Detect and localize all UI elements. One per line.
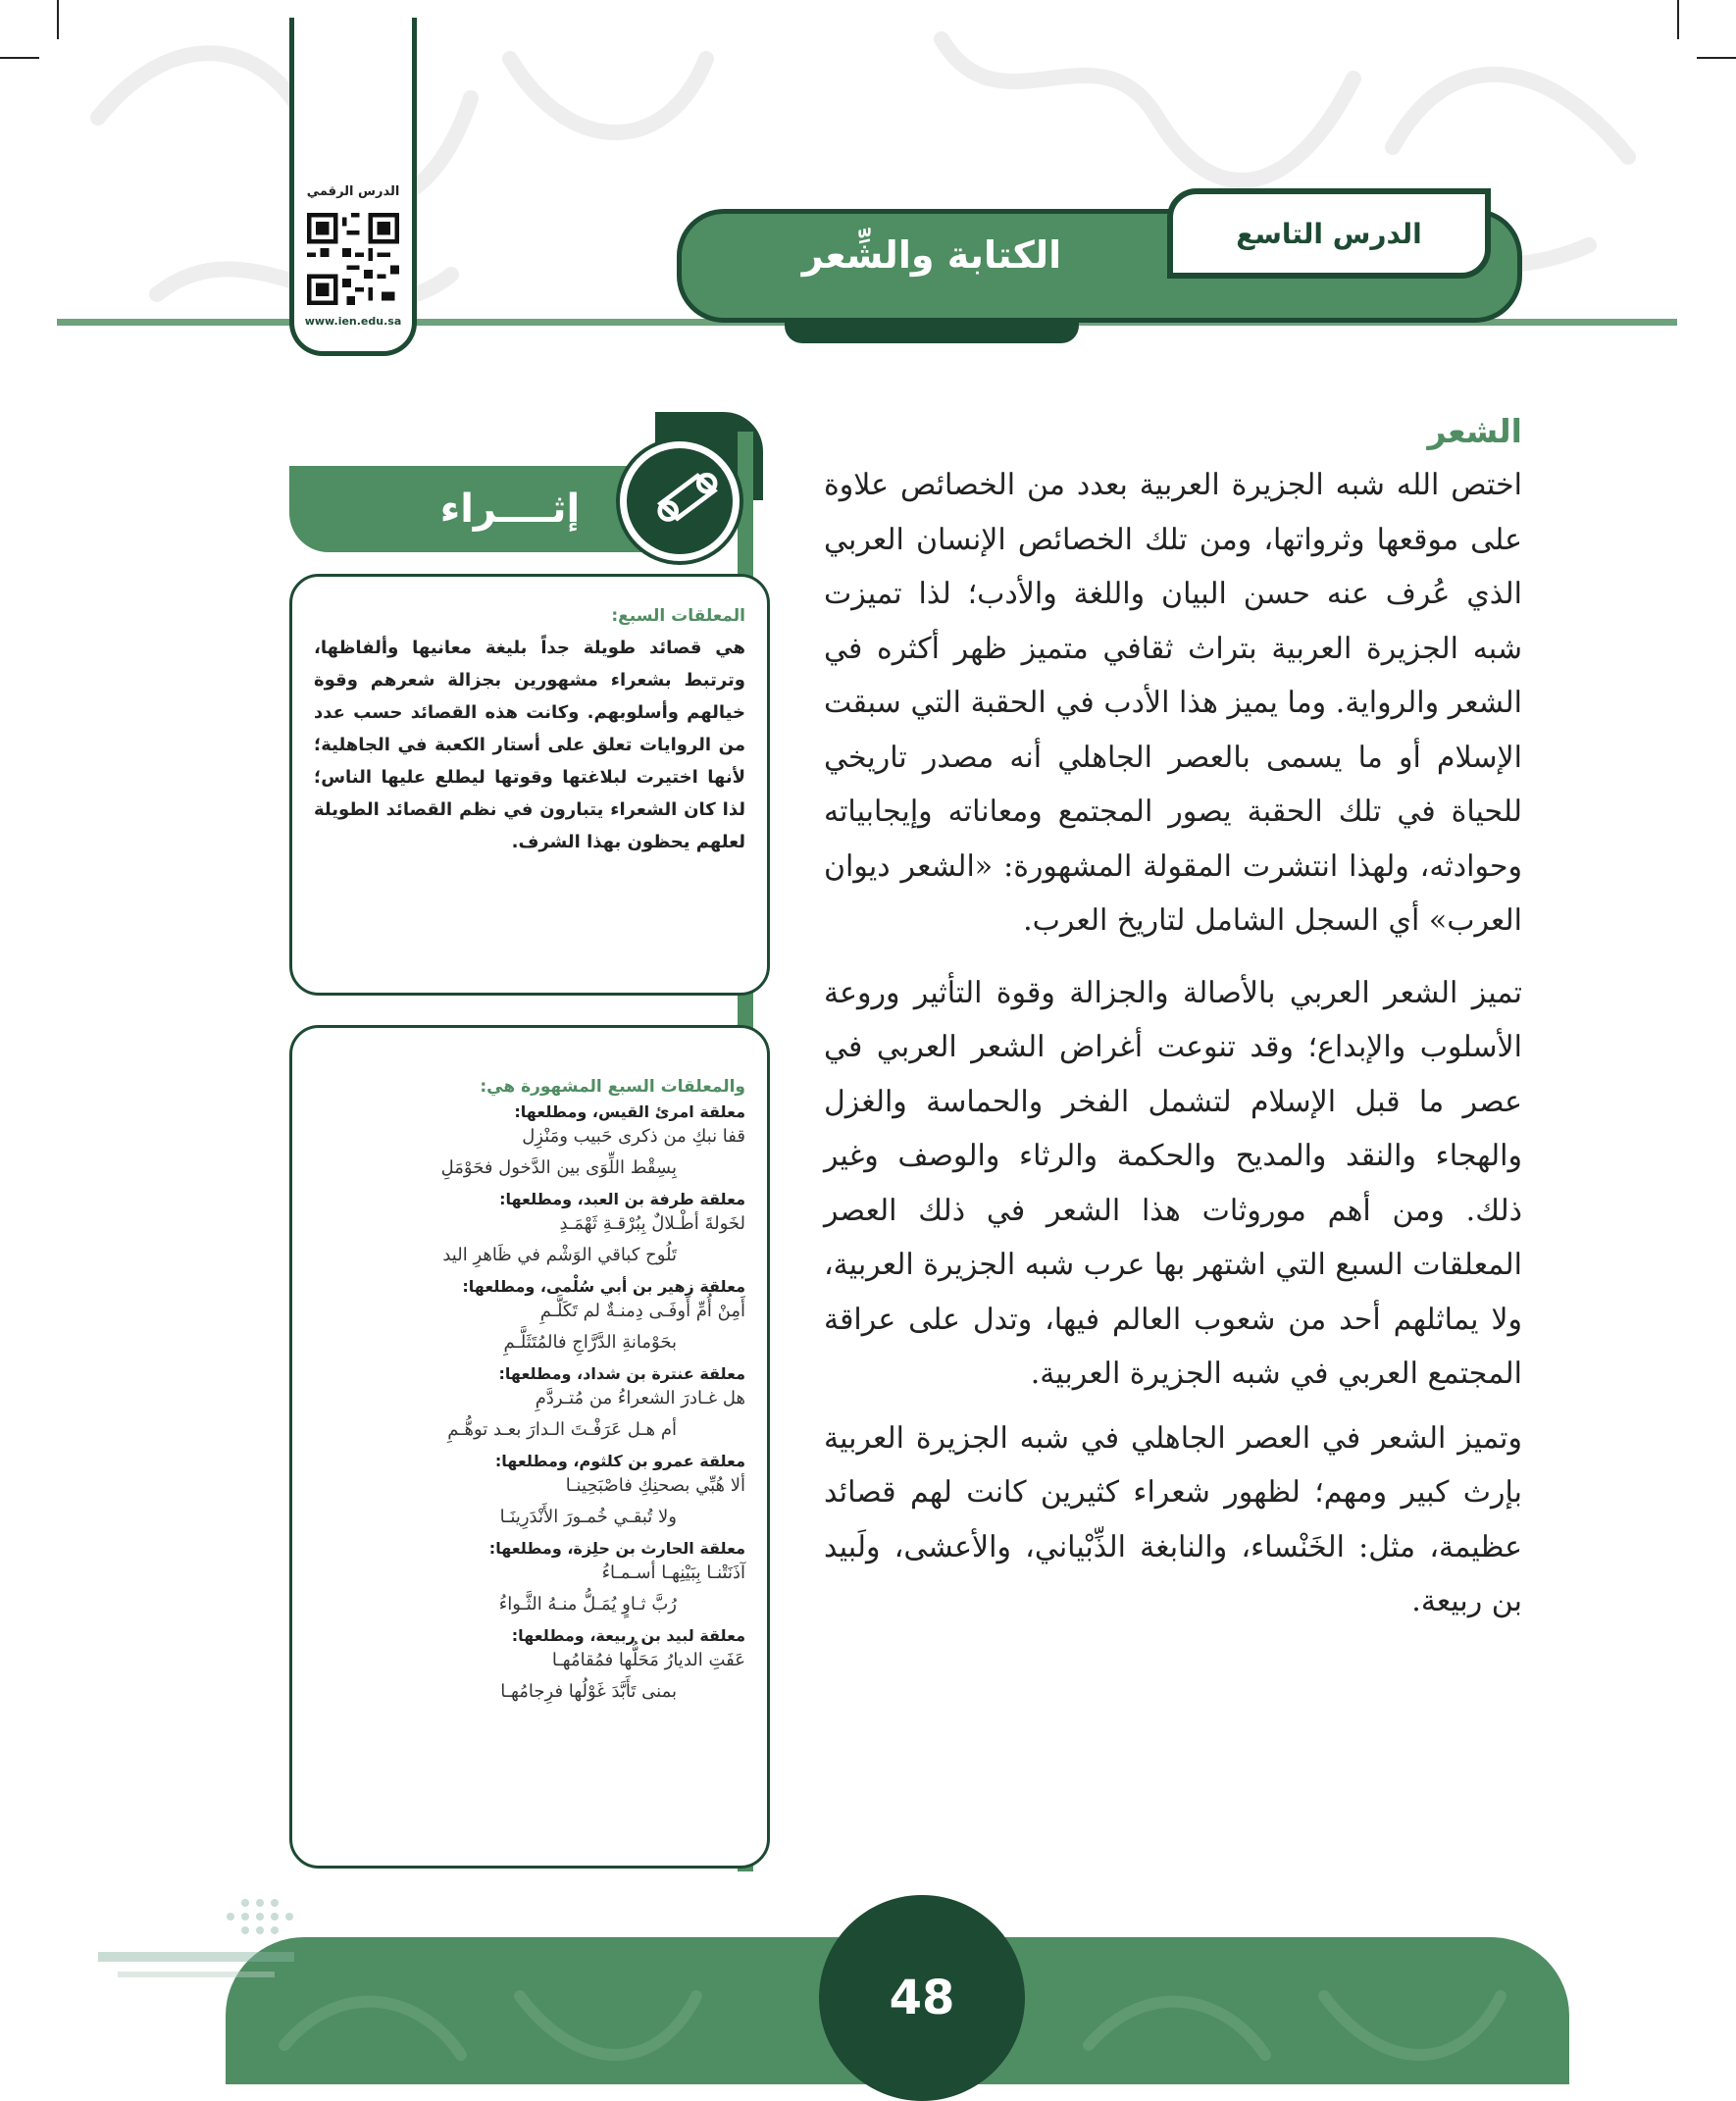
crop-mark [1697, 57, 1736, 59]
section-title: الشعر [1427, 412, 1522, 450]
verse-line: بِسِقْط اللِّوَى بين الدَّخول فحَوْمَلِ [440, 1157, 677, 1178]
page-number: 48 [819, 1895, 1025, 2101]
muallaqat-list-box [289, 1025, 770, 1869]
box-title: المعلقات السبع: [611, 606, 745, 626]
verse-line: عَفَتِ الديارُ مَحَلُّها فمُقامُهـا [551, 1650, 745, 1670]
crop-mark [57, 0, 59, 39]
digital-lesson-label: الدرس الرقمي [306, 184, 400, 199]
muallaqa-item [314, 1626, 745, 1708]
lesson-title: الكتابة والشِّعر [801, 233, 1062, 277]
verse-line: قفا نبكِ من ذكرى حَبيب ومَنْزِل [522, 1126, 745, 1147]
verse-line: ألا هُبِّي بصحنِكِ فاصْبَحِينـا [565, 1475, 745, 1496]
ministry-logo-icon [59, 1883, 324, 2040]
verse-line: رُبَّ ثـاوٍ يُمَـلُّ منـهُ الثَّـواءُ [498, 1594, 677, 1614]
box-title: والمعلقات السبع المشهورة هي: [480, 1077, 745, 1097]
muallaqa-item [314, 1277, 745, 1358]
lesson-number-label: الدرس التاسع [1236, 217, 1422, 250]
muallaqa-item [314, 1364, 745, 1446]
enrichment-title: إثــــراء [439, 487, 581, 532]
crop-mark [0, 57, 39, 59]
verse-line: بحَوْمانةِ الدَّرَّاجِ فالمُتَثَلَّـمِ [503, 1332, 677, 1353]
muallaqa-item [314, 1452, 745, 1533]
lesson-number-tab [1167, 188, 1491, 279]
muallaqa-name: معلقة لبيد بن ربيعة، ومطلعها: [511, 1626, 745, 1645]
paragraph: تميز الشعر العربي بالأصالة والجزالة وقوة التأثير وروعة الأسلوب والإبداع؛ وقد تنوعت أغراض الشعر العربي في عصر ما قبل الإسلام لتشمل الفخر والحماسة والغزل والهجاء والنقد والمديح والحكمة والرثاء والوصف وغير ذلك. ومن أهم موروثات هذا الشعر في ذلك العصر المعلقات السبع التي اشتهر بها عرب شبه الجزيرة العربية، ولا يماثلهم أحد من شعوب العالم فيها، وتدل على عراقة المجتمع العربي في شبه الجزيرة العربية. [824, 975, 1522, 1391]
muallaqa-name: معلقة امرئ القيس، ومطلعها: [514, 1102, 745, 1121]
box-body: هي قصائد طويلة جداً بليغة معانيها وألفاظها، وترتبط بشعراء مشهورين بجزالة شعرهم وقوة خيالهم وأسلوبهم. وكانت هذه القصائد حسب عدد من الروايات تعلق على أستار الكعبة في الجاهلية؛ لأنها اختيرت لبلاغتها وقوتها ليطلع عليها الناس؛ لذا كان الشعراء يتبارون في نظم القصائد الطويلة لعلهم يحظون بهذا الشرف. [314, 638, 745, 852]
verse-line: بمنى تَأَبَّدَ غَوْلُها فرِجامُهـا [500, 1681, 677, 1702]
verse-line: آذَنَتْنـا بِبَيْنِهـا أسـمـاءُ [601, 1563, 745, 1583]
paragraph: اختص الله شبه الجزيرة العربية بعدد من الخصائص علاوة على موقعها وثرواتها، ومن تلك الخصائص الإنسان العربي الذي عُرف عنه حسن البيان واللغة والأدب؛ لذا تميزت شبه الجزيرة العربية بتراث ثقافي متميز ظهر أكثره في الشعر والرواية. وما يميز هذا الأدب في الحقبة التي سبقت الإسلام أو ما يسمى بالعصر الجاهلي أنه مصدر تاريخي للحياة في تلك الحقبة يصور المجتمع ومعاناته وإيجابياته وحوادثه، ولهذا انتشرت المقولة المشهورة: «الشعر ديوان العرب» أي السجل الشامل لتاريخ العرب. [824, 468, 1522, 938]
muallaqa-name: معلقة طرفة بن العبد، ومطلعها: [499, 1190, 745, 1208]
muallaqa-item [314, 1190, 745, 1271]
scroll-icon [640, 448, 733, 540]
verse-line: لخَولةَ أطْـلالٌ بِبُرْقـةِ ثَهْمَـدِ [559, 1213, 745, 1234]
verse-line: ولا تُبقـي خُمـورَ الأَنْدَرِينَـا [499, 1507, 677, 1527]
verse-line: تَلُوح كباقي الوَشْم في ظَاهرِ اليد [442, 1245, 677, 1265]
muallaqa-name: معلقة زهير بن أبي سُلْمى، ومطلعها: [462, 1277, 745, 1296]
muallaqa-item [314, 1539, 745, 1620]
verse-line: أم هـل عَرَفْـتَ الـدارَ بعـد توهُّـمِ [447, 1419, 677, 1440]
qr-code-icon[interactable] [307, 213, 399, 305]
muallaqa-name: معلقة عنترة بن شداد، ومطلعها: [498, 1364, 745, 1383]
verse-line: هل غـادرَ الشعراءُ من مُتـردَّمِ [535, 1388, 745, 1409]
enrichment-badge [620, 441, 740, 561]
crop-mark [1677, 0, 1679, 39]
paragraph: وتميز الشعر في العصر الجاهلي في شبه الجزيرة العربية بإرث كبير ومهم؛ لظهور شعراء كثيرين كانت لهم قصائد عظيمة، مثل: الخَنْساء، والنابغة الذِّبْياني، والأعشى، ولَبيد بن ربيعة. [824, 1420, 1522, 1618]
muallaqat-definition-box [289, 574, 770, 996]
muallaqa-name: معلقة عمرو بن كلثوم، ومطلعها: [494, 1452, 745, 1470]
verse-line: أَمِنْ أُمِّ أَوفَـى دِمنـةٌ لم تَكَلَّـمِ [539, 1301, 745, 1321]
muallaqa-name: معلقة الحارث بن حلِزة، ومطلعها: [488, 1539, 745, 1558]
website-url[interactable]: www.ien.edu.sa [304, 315, 402, 328]
muallaqa-item [314, 1102, 745, 1184]
main-content [824, 412, 1522, 1629]
